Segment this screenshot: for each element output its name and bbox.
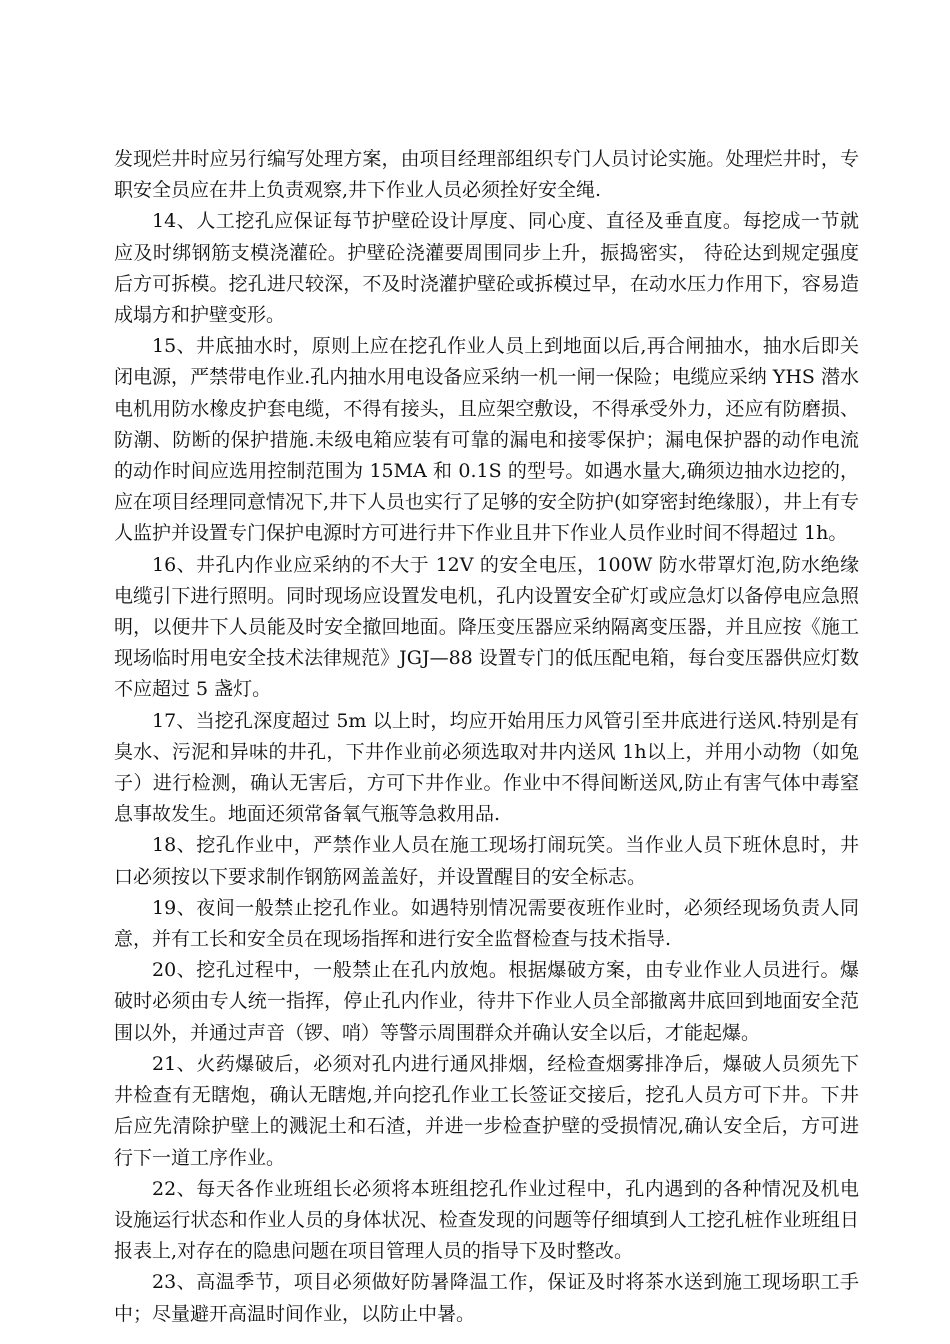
paragraph-item-18: 18、挖孔作业中，严禁作业人员在施工现场打闹玩笑。当作业人员下班休息时，井口必须按以下要求制作钢筋网盖盖好，并设置醒目的安全标志。	[114, 834, 859, 888]
paragraph-item-15: 15、井底抽水时，原则上应在挖孔作业人员上到地面以后,再合闸抽水，抽水后即关闭电源，严禁带电作业.孔内抽水用电设备应采纳一机一闸一保险；电缆应采纳 YHS 潜水电机用防水橡皮护套电缆，不得有接头，且应架空敷设，不得承受外力，还应有防磨损、防潮、防断的保护措施.未级电箱应装有可靠的漏电和接零保护；漏电保护器的动作电流的动作时间应选用控制范围为 15MA 和 0.1S 的型号。如遇水量大,确须边抽水边挖的，应在项目经理同意情况下,井下人员也实行了足够的安全防护(如穿密封绝缘服），井上有专人监护并设置专门保护电源时方可进行井下作业且井下作业人员作业时间不得超过 1h。	[114, 335, 859, 545]
paragraph-continuation: 发现烂井时应另行编写处理方案，由项目经理部组织专门人员讨论实施。处理烂井时，专职安全员应在井上负责观察,井下作业人员必须拴好安全绳.	[114, 148, 859, 202]
paragraph-item-20: 20、挖孔过程中，一般禁止在孔内放炮。根据爆破方案，由专业作业人员进行。爆破时必须由专人统一指挥，停止孔内作业，待井下作业人员全部撤离井底回到地面安全范围以外，并通过声音（锣、哨）等警示周围群众并确认安全以后，才能起爆。	[114, 959, 859, 1044]
paragraph-item-21: 21、火药爆破后，必须对孔内进行通风排烟，经检查烟雾排净后，爆破人员须先下井检查有无瞎炮，确认无瞎炮,并向挖孔作业工长签证交接后，挖孔人员方可下井。下井后应先清除护壁上的溅泥土和石渣，并进一步检查护壁的受损情况,确认安全后，方可进行下一道工序作业。	[114, 1052, 859, 1169]
paragraph-item-19: 19、夜间一般禁止挖孔作业。如遇特别情况需要夜班作业时，必须经现场负责人同意，并有工长和安全员在现场指挥和进行安全监督检查与技术指导.	[114, 896, 859, 951]
paragraph-item-14: 14、人工挖孔应保证每节护壁砼设计厚度、同心度、直径及垂直度。每挖成一节就应及时绑钢筋支模浇灌砼。护壁砼浇灌要周围同步上升，振捣密实， 待砼达到规定强度后方可拆模。挖孔进尺较深，不及时浇灌护壁砼或拆模过早，在动水压力作用下，容易造成塌方和护壁变形。	[114, 210, 859, 327]
paragraph-item-22: 22、每天各作业班组长必须将本班组挖孔作业过程中，孔内遇到的各种情况及机电设施运行状态和作业人员的身体状况、检查发现的问题等仔细填到人工挖孔桩作业班组日报表上,对存在的隐患问题在项目管理人员的指导下及时整改。	[114, 1177, 859, 1263]
paragraph-item-23: 23、高温季节，项目必须做好防暑降温工作，保证及时将茶水送到施工现场职工手中；尽量避开高温时间作业，以防止中暑。	[114, 1271, 859, 1325]
document-body	[114, 144, 859, 1330]
paragraph-item-17: 17、当挖孔深度超过 5m 以上时，均应开始用压力风管引至井底进行送风.特别是有臭水、污泥和异味的井孔，下井作业前必须选取对井内送风 1h以上，并用小动物（如兔子）进行检测，确认无害后，方可下井作业。作业中不得间断送风,防止有害气体中毒窒息事故发生。地面还须常备氧气瓶等急救用品.	[114, 709, 859, 826]
paragraph-item-16: 16、井孔内作业应采纳的不大于 12V 的安全电压，100W 防水带罩灯泡,防水绝缘电缆引下进行照明。同时现场应设置发电机，孔内设置安全矿灯或应急灯以备停电应急照明，以便井下人员能及时安全撤回地面。降压变压器应采纳隔离变压器，并且应按《施工现场临时用电安全技术法律规范》JGJ—88 设置专门的低压配电箱，每台变压器供应灯数不应超过 5 盏灯。	[114, 553, 859, 701]
